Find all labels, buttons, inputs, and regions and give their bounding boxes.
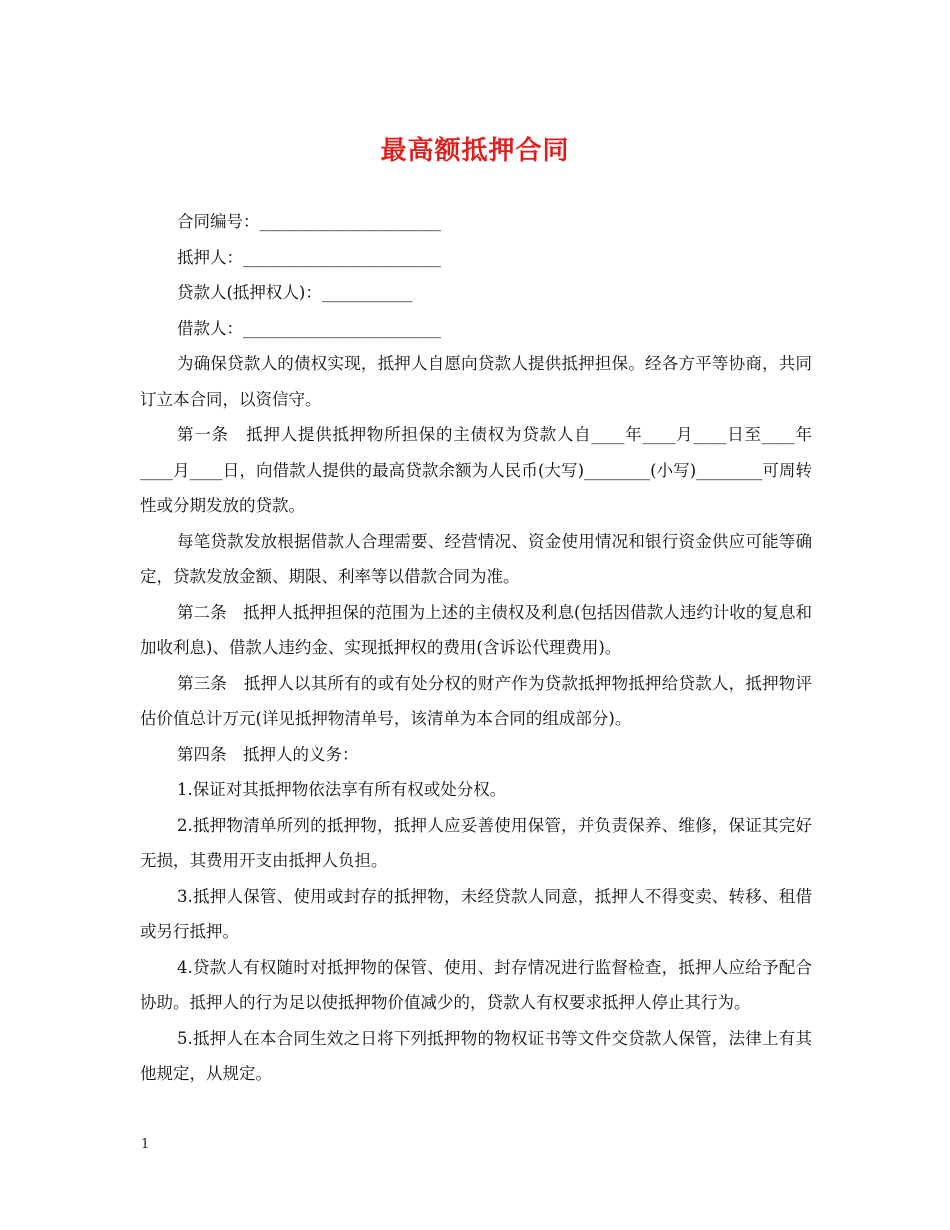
- obligation-item-3: 3.抵押人保管、使用或封存的抵押物，未经贷款人同意，抵押人不得变卖、转移、租借或另行抵押。: [140, 886, 812, 941]
- preamble-paragraph: 为确保贷款人的债权实现，抵押人自愿向贷款人提供抵押担保。经各方平等协商，共同订立本合同，以资信守。: [140, 354, 812, 409]
- article-3-paragraph: 第三条 抵押人以其所有的或有处分权的财产作为贷款抵押物抵押给贷款人，抵押物评估价值总计万元(详见抵押物清单号，该清单为本合同的组成部分)。: [140, 673, 812, 728]
- article-2-paragraph: 第二条 抵押人抵押担保的范围为上述的主债权及利息(包括因借款人违约计收的复息和加收利息)、借款人违约金、实现抵押权的费用(含诉讼代理费用)。: [140, 602, 812, 657]
- document-body: [140, 204, 812, 1092]
- contract-number-field: 合同编号：______________________: [177, 212, 441, 231]
- obligation-item-5: 5.抵押人在本合同生效之日将下列抵押物的物权证书等文件交贷款人保管，法律上有其他规定，从规定。: [140, 1028, 812, 1083]
- loan-disbursement-paragraph: 每笔贷款发放根据借款人合理需要、经营情况、资金使用情况和银行资金供应可能等确定，贷款发放金额、期限、利率等以借款合同为准。: [140, 531, 812, 586]
- document-title: 最高额抵押合同: [380, 136, 570, 166]
- borrower-field: 借款人：________________________: [177, 318, 441, 338]
- article-4-heading: 第四条 抵押人的义务：: [177, 744, 359, 764]
- obligation-item-2: 2.抵押物清单所列的抵押物，抵押人应妥善使用保管，并负责保养、维修，保证其完好无损，其费用开支由抵押人负担。: [140, 815, 812, 870]
- lender-field: 贷款人(抵押权人)：___________: [177, 283, 413, 302]
- mortgagor-field: 抵押人：________________________: [177, 247, 441, 267]
- obligation-item-4: 4.贷款人有权随时对抵押物的保管、使用、封存情况进行监督检查，抵押人应给予配合协助。抵押人的行为足以使抵押物价值减少的，贷款人有权要求抵押人停止其行为。: [140, 957, 812, 1012]
- article-1-paragraph: 第一条 抵押人提供抵押物所担保的主债权为贷款人自____年____月____日至____年____月____日，向借款人提供的最高贷款余额为人民币(大写)________(小写)________可周转性或分期发放的贷款。: [140, 425, 812, 515]
- obligation-item-1: 1.保证对其抵押物依法享有所有权或处分权。: [177, 780, 507, 799]
- page-number: 1: [141, 1137, 150, 1152]
